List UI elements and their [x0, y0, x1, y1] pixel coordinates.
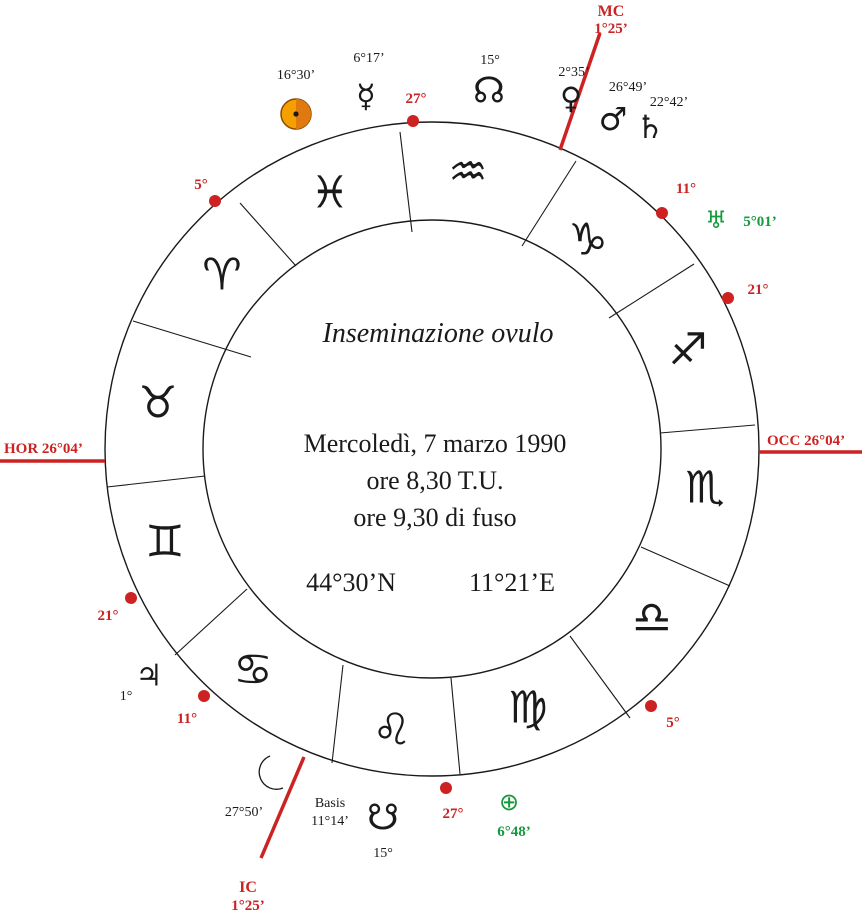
latitude: 44°30’N — [306, 568, 396, 597]
cusp-dot — [645, 700, 657, 712]
south-node-label: Basis — [314, 796, 346, 811]
south-node-icon: ☋ — [367, 797, 399, 839]
pisces-icon: ♓ — [310, 167, 350, 219]
uranus-icon: ♅ — [705, 206, 727, 234]
cusp-dot — [198, 690, 210, 702]
moon-degree: 27°50’ — [224, 805, 264, 820]
venus-degree: 2°35’ — [558, 65, 590, 80]
ic-axis-line — [261, 757, 304, 858]
sun-degree: 16°30’ — [276, 68, 316, 83]
uranus-degree: 5°01’ — [743, 214, 777, 230]
jupiter-degree: 1° — [119, 689, 133, 704]
ic-label: IC — [239, 879, 257, 896]
north-node-icon: ☊ — [473, 70, 505, 112]
divider — [451, 678, 460, 774]
south-node-sublabel: 11°14’ — [311, 814, 349, 829]
saturn-degree: 22°42’ — [649, 95, 689, 110]
divider — [660, 425, 755, 433]
south-node-degree: 15° — [373, 846, 393, 861]
mars-degree: 26°49’ — [608, 80, 648, 95]
divider — [400, 132, 412, 232]
cusp-label: 5° — [194, 177, 208, 193]
jupiter-icon: ♃ — [135, 658, 163, 694]
divider — [609, 264, 694, 318]
capricorn-icon: ♑ — [568, 214, 608, 266]
hor-label: HOR 26°04’ — [4, 441, 83, 457]
aries-icon: ♈ — [202, 249, 242, 301]
divider — [641, 547, 730, 586]
leo-icon: ♌ — [372, 704, 412, 756]
virgo-icon: ♍ — [508, 682, 548, 734]
cusp-label: 21° — [747, 282, 769, 298]
cusp-dot — [209, 195, 221, 207]
longitude: 11°21’E — [469, 568, 555, 597]
libra-icon: ♎ — [632, 592, 672, 644]
cancer-icon: ♋ — [233, 644, 273, 696]
cusp-label: 11° — [176, 711, 198, 727]
cusp-dot — [440, 782, 452, 794]
divider — [107, 476, 205, 487]
time-ut: ore 8,30 T.U. — [366, 466, 504, 495]
occ-label: OCC 26°04’ — [767, 433, 846, 449]
moon-icon — [259, 756, 283, 789]
divider — [240, 203, 296, 266]
earth-icon: ⊕ — [498, 788, 520, 816]
north-node-degree: 15° — [480, 53, 500, 68]
mercury-icon: ☿ — [356, 77, 376, 115]
aquarius-icon: ♒ — [448, 146, 488, 198]
scorpio-icon: ♏ — [685, 462, 725, 514]
chart-title: Inseminazione ovulo — [322, 318, 554, 349]
mc-label: MC — [597, 3, 625, 20]
cusp-label: 27° — [442, 806, 464, 822]
mars-icon: ♂ — [598, 100, 628, 138]
ic-degree: 1°25’ — [231, 898, 265, 914]
divider — [332, 665, 343, 763]
taurus-icon: ♉ — [138, 377, 178, 429]
cusp-dot — [656, 207, 668, 219]
cusp-label: 27° — [405, 91, 427, 107]
cusp-dot — [125, 592, 137, 604]
cusp-dot — [722, 292, 734, 304]
mc-degree: 1°25’ — [594, 21, 628, 37]
date-line: Mercoledì, 7 marzo 1990 — [303, 429, 567, 458]
divider — [133, 321, 251, 357]
time-local: ore 9,30 di fuso — [353, 503, 517, 532]
sagittarius-icon: ♐ — [668, 324, 708, 376]
gemini-icon: ♊ — [145, 516, 185, 568]
earth-degree: 6°48’ — [497, 824, 531, 840]
center-info — [304, 318, 567, 597]
venus-icon: ♀ — [560, 81, 582, 117]
divider — [570, 636, 630, 718]
sun-icon — [281, 99, 311, 129]
mercury-degree: 6°17’ — [353, 51, 385, 66]
cusp-label: 11° — [675, 181, 697, 197]
saturn-icon: ♄ — [635, 108, 665, 146]
cusp-dot — [407, 115, 419, 127]
cusp-label: 5° — [666, 715, 680, 731]
cusp-label: 21° — [97, 608, 119, 624]
